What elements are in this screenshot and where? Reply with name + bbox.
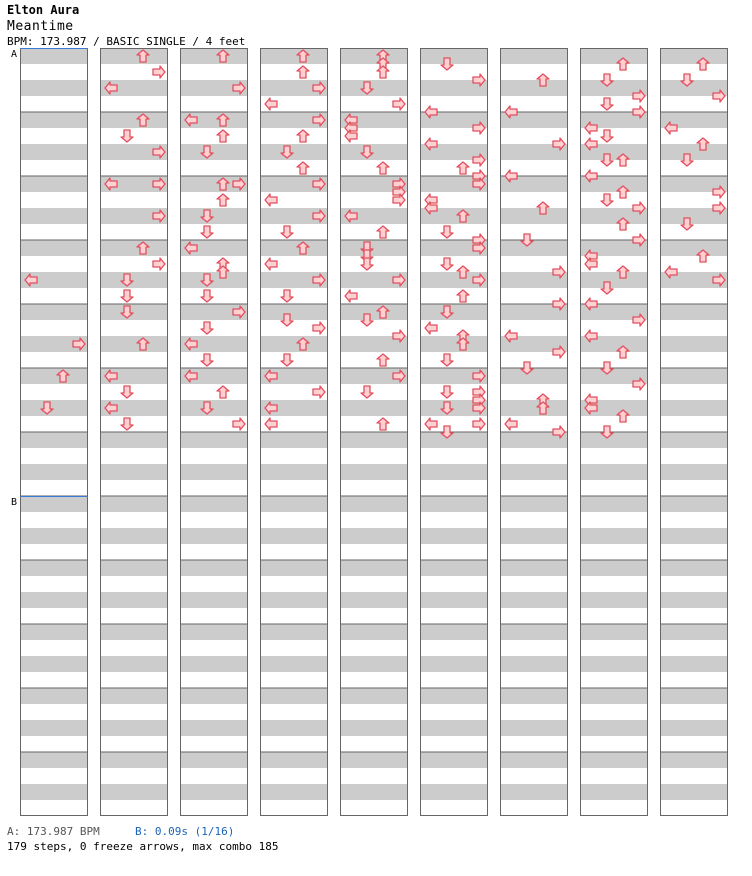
beat-stripe xyxy=(420,688,488,704)
beat-stripe xyxy=(660,592,728,608)
beat-stripe xyxy=(180,272,248,288)
beat-stripe xyxy=(660,752,728,768)
beat-stripe xyxy=(100,48,168,64)
beat-stripe xyxy=(260,560,328,576)
step-arrow-right xyxy=(313,386,325,398)
beat-stripe xyxy=(20,304,88,320)
beat-stripe xyxy=(660,720,728,736)
chart-column xyxy=(180,48,248,816)
beat-stripe xyxy=(580,592,648,608)
beat-stripe xyxy=(660,336,728,352)
step-arrow-down xyxy=(441,226,453,238)
beat-stripe xyxy=(180,560,248,576)
beat-stripe xyxy=(260,784,328,800)
beat-stripe xyxy=(20,144,88,160)
beat-stripe xyxy=(100,240,168,256)
beat-stripe xyxy=(500,688,568,704)
beat-stripe xyxy=(20,464,88,480)
beat-stripe xyxy=(340,240,408,256)
beat-stripe xyxy=(500,464,568,480)
beat-stripe xyxy=(580,784,648,800)
beat-stripe xyxy=(660,784,728,800)
step-arrow-left xyxy=(585,258,597,270)
beat-stripe xyxy=(260,496,328,512)
beat-stripe xyxy=(100,624,168,640)
beat-stripe xyxy=(580,720,648,736)
step-arrow-left xyxy=(265,418,277,430)
beat-stripe xyxy=(100,528,168,544)
step-arrow-left xyxy=(265,98,277,110)
beat-stripe xyxy=(20,208,88,224)
beat-stripe xyxy=(340,688,408,704)
beat-stripe xyxy=(20,48,88,64)
beat-stripe xyxy=(660,656,728,672)
beat-stripe xyxy=(580,688,648,704)
beat-stripe xyxy=(20,592,88,608)
beat-stripe xyxy=(420,752,488,768)
beat-stripe xyxy=(340,656,408,672)
beat-stripe xyxy=(500,496,568,512)
beat-stripe xyxy=(180,144,248,160)
beat-stripe xyxy=(500,80,568,96)
beat-stripe xyxy=(20,688,88,704)
beat-stripe xyxy=(500,560,568,576)
step-arrow-up xyxy=(217,194,229,206)
beat-stripe xyxy=(500,656,568,672)
step-arrow-down xyxy=(201,354,213,366)
step-arrow-down xyxy=(201,290,213,302)
chart-column xyxy=(100,48,168,816)
beat-stripe xyxy=(100,496,168,512)
beat-stripe xyxy=(180,784,248,800)
step-arrow-right xyxy=(473,418,485,430)
beat-stripe xyxy=(580,496,648,512)
beat-stripe xyxy=(180,528,248,544)
step-arrow-up xyxy=(217,386,229,398)
beat-stripe xyxy=(20,368,88,384)
beat-stripe xyxy=(20,656,88,672)
beat-stripe xyxy=(500,240,568,256)
beat-stripe xyxy=(340,592,408,608)
step-arrow-down xyxy=(361,258,373,270)
beat-stripe xyxy=(420,656,488,672)
step-arrow-left xyxy=(505,418,517,430)
beat-stripe xyxy=(340,624,408,640)
step-arrow-right xyxy=(233,418,245,430)
beat-stripe xyxy=(20,496,88,512)
step-arrow-down xyxy=(121,130,133,142)
beat-stripe xyxy=(340,400,408,416)
step-arrow-down xyxy=(201,322,213,334)
beat-stripe xyxy=(660,528,728,544)
step-arrow-left xyxy=(345,290,357,302)
step-arrow-up xyxy=(377,418,389,430)
chart-column xyxy=(660,48,728,816)
beat-stripe xyxy=(340,304,408,320)
beat-stripe xyxy=(180,688,248,704)
beat-stripe xyxy=(340,144,408,160)
step-arrow-up xyxy=(377,226,389,238)
section-marker-label: B xyxy=(11,497,18,508)
beat-stripe xyxy=(660,48,728,64)
beat-stripe xyxy=(100,656,168,672)
beat-stripe xyxy=(340,80,408,96)
step-arrow-down xyxy=(601,98,613,110)
beat-stripe xyxy=(260,240,328,256)
beat-stripe xyxy=(180,432,248,448)
beat-stripe xyxy=(100,112,168,128)
step-arrow-down xyxy=(441,354,453,366)
beat-stripe xyxy=(20,400,88,416)
step-arrow-left xyxy=(265,258,277,270)
beat-stripe xyxy=(420,496,488,512)
step-arrow-down xyxy=(281,226,293,238)
step-arrow-up xyxy=(217,130,229,142)
step-arrow-up xyxy=(377,66,389,78)
beat-stripe xyxy=(20,528,88,544)
chart-column xyxy=(340,48,408,816)
beat-stripe xyxy=(340,752,408,768)
beat-stripe xyxy=(260,48,328,64)
beat-stripe xyxy=(180,496,248,512)
step-arrow-right xyxy=(153,66,165,78)
step-arrow-down xyxy=(281,290,293,302)
beat-stripe xyxy=(420,592,488,608)
step-arrow-up xyxy=(457,290,469,302)
song-title: Meantime xyxy=(7,19,74,34)
beat-stripe xyxy=(500,592,568,608)
step-stats: 179 steps, 0 freeze arrows, max combo 185 xyxy=(7,840,279,853)
beat-stripe xyxy=(420,432,488,448)
step-arrow-down xyxy=(601,194,613,206)
step-arrow-down xyxy=(201,226,213,238)
beat-stripe xyxy=(500,48,568,64)
beat-stripe xyxy=(100,464,168,480)
beat-stripe xyxy=(500,368,568,384)
beat-stripe xyxy=(660,240,728,256)
step-arrow-up xyxy=(377,354,389,366)
beat-stripe xyxy=(20,560,88,576)
beat-stripe xyxy=(340,720,408,736)
step-arrow-down xyxy=(121,290,133,302)
beat-stripe xyxy=(20,80,88,96)
beat-stripe xyxy=(500,208,568,224)
beat-stripe xyxy=(260,592,328,608)
beat-stripe xyxy=(580,656,648,672)
beat-stripe xyxy=(660,368,728,384)
beat-stripe xyxy=(180,656,248,672)
step-arrow-up xyxy=(297,162,309,174)
beat-stripe xyxy=(660,144,728,160)
beat-stripe xyxy=(20,752,88,768)
beat-stripe xyxy=(20,176,88,192)
step-arrow-up xyxy=(297,66,309,78)
beat-stripe xyxy=(180,720,248,736)
beat-stripe xyxy=(340,464,408,480)
beat-stripe xyxy=(420,464,488,480)
beat-stripe xyxy=(100,752,168,768)
beat-stripe xyxy=(20,432,88,448)
beat-stripe xyxy=(100,688,168,704)
step-arrow-down xyxy=(361,386,373,398)
step-arrow-left xyxy=(345,130,357,142)
beat-stripe xyxy=(500,624,568,640)
step-arrow-up xyxy=(297,130,309,142)
step-arrow-right xyxy=(473,386,485,398)
beat-stripe xyxy=(340,432,408,448)
beat-stripe xyxy=(180,400,248,416)
beat-stripe xyxy=(580,624,648,640)
beat-stripe xyxy=(420,784,488,800)
step-arrow-left xyxy=(425,194,437,206)
beat-stripe xyxy=(580,528,648,544)
bpm-b-label: B: 0.09s (1/16) xyxy=(135,825,235,838)
beat-stripe xyxy=(660,496,728,512)
beat-stripe xyxy=(260,720,328,736)
beat-stripe xyxy=(180,464,248,480)
beat-stripe xyxy=(500,784,568,800)
beat-stripe xyxy=(260,144,328,160)
beat-stripe xyxy=(260,656,328,672)
beat-stripe xyxy=(580,560,648,576)
beat-stripe xyxy=(260,528,328,544)
step-arrow-down xyxy=(281,354,293,366)
beat-stripe xyxy=(20,624,88,640)
chart-column xyxy=(260,48,328,816)
beat-stripe xyxy=(660,464,728,480)
beat-stripe xyxy=(100,720,168,736)
beat-stripe xyxy=(580,272,648,288)
step-arrow-down xyxy=(121,418,133,430)
beat-stripe xyxy=(660,624,728,640)
beat-stripe xyxy=(420,720,488,736)
beat-stripe xyxy=(580,432,648,448)
beat-stripe xyxy=(260,752,328,768)
beat-stripe xyxy=(260,336,328,352)
beat-stripe xyxy=(500,720,568,736)
beat-stripe xyxy=(100,560,168,576)
beat-stripe xyxy=(420,624,488,640)
beat-stripe xyxy=(500,400,568,416)
beat-stripe xyxy=(180,752,248,768)
beat-stripe xyxy=(420,560,488,576)
beat-stripe xyxy=(100,432,168,448)
beat-stripe xyxy=(420,304,488,320)
beat-stripe xyxy=(100,304,168,320)
beat-stripe xyxy=(180,48,248,64)
beat-stripe xyxy=(180,624,248,640)
beat-stripe xyxy=(100,784,168,800)
chart-column xyxy=(580,48,648,816)
beat-stripe xyxy=(100,592,168,608)
beat-stripe xyxy=(260,432,328,448)
step-arrow-right xyxy=(313,322,325,334)
beat-stripe xyxy=(180,592,248,608)
beat-stripe xyxy=(260,304,328,320)
beat-stripe xyxy=(340,784,408,800)
beat-stripe xyxy=(500,528,568,544)
beat-stripe xyxy=(260,464,328,480)
beat-stripe xyxy=(260,624,328,640)
step-arrow-up xyxy=(377,162,389,174)
beat-stripe xyxy=(20,240,88,256)
beat-stripe xyxy=(20,784,88,800)
beat-stripe xyxy=(420,48,488,64)
beat-stripe xyxy=(660,400,728,416)
artist-name: Elton Aura xyxy=(7,3,80,17)
chart-column xyxy=(20,48,88,816)
beat-stripe xyxy=(580,752,648,768)
section-marker-label: A xyxy=(11,49,18,60)
beat-stripe xyxy=(660,432,728,448)
beat-stripe xyxy=(340,560,408,576)
step-arrow-down xyxy=(121,386,133,398)
step-arrow-left xyxy=(425,322,437,334)
beat-stripe xyxy=(20,112,88,128)
beat-stripe xyxy=(100,336,168,352)
beat-stripe xyxy=(20,720,88,736)
beat-stripe xyxy=(260,688,328,704)
step-arrow-right xyxy=(393,98,405,110)
step-arrow-down xyxy=(441,386,453,398)
beat-stripe xyxy=(580,464,648,480)
beat-stripe xyxy=(500,752,568,768)
step-arrow-up xyxy=(457,162,469,174)
beat-stripe xyxy=(340,528,408,544)
beat-stripe xyxy=(660,560,728,576)
beat-stripe xyxy=(420,528,488,544)
beat-stripe xyxy=(580,48,648,64)
beat-stripe xyxy=(660,688,728,704)
step-arrow-left xyxy=(425,418,437,430)
step-arrow-right xyxy=(153,258,165,270)
beat-stripe xyxy=(180,208,248,224)
beat-stripe xyxy=(340,48,408,64)
beat-stripe xyxy=(660,304,728,320)
step-arrow-down xyxy=(441,258,453,270)
beat-stripe xyxy=(340,496,408,512)
chart-info: BPM: 173.987 / BASIC SINGLE / 4 feet xyxy=(7,35,246,48)
beat-stripe xyxy=(420,336,488,352)
beat-stripe xyxy=(100,272,168,288)
step-arrow-left xyxy=(265,194,277,206)
step-arrow-right xyxy=(393,194,405,206)
bpm-a-label: A: 173.987 BPM xyxy=(7,825,100,838)
step-arrow-down xyxy=(601,130,613,142)
